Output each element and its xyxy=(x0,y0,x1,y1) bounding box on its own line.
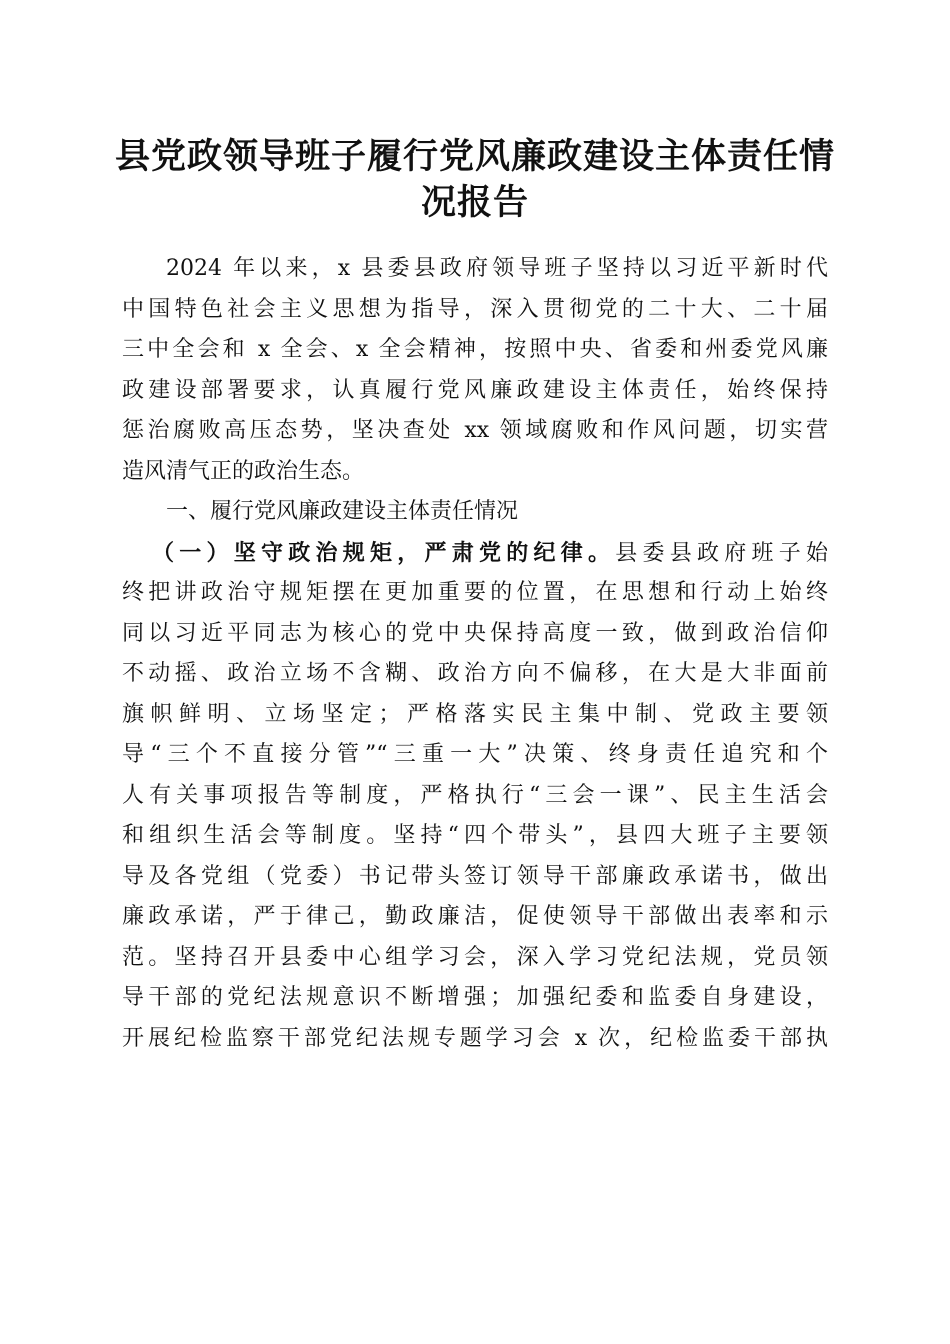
subsection-paragraph-line: 和组织生活会等制度。坚持“四个带头”，县四大班子主要领 xyxy=(122,823,828,848)
subsection-paragraph-line: 人有关事项报告等制度，严格执行“三会一课”、民主生活会 xyxy=(122,782,828,808)
subsection-paragraph-line: 廉政承诺，严于律己，勤政廉洁，促使领导干部做出表率和示 xyxy=(122,904,828,929)
intro-paragraph-line: 2024 年以来，x 县委县政府领导班子坚持以习近平新时代 xyxy=(166,256,828,281)
document-title xyxy=(100,134,850,226)
subsection-paragraph-line: 同以习近平同志为核心的党中央保持高度一致，做到政治信仰 xyxy=(122,620,828,646)
subsection-paragraph-line: 范。坚持召开县委中心组学习会，深入学习党纪法规，党员领 xyxy=(122,944,828,970)
intro-paragraph-line: 造风清气正的政治生态。 xyxy=(122,458,365,484)
title-line: 县党政领导班子履行党风廉政建设主体责任情 xyxy=(114,136,835,177)
subsection-paragraph-line: 不动摇、政治立场不含糊、政治方向不偏移，在大是大非面前 xyxy=(122,661,828,686)
document-body xyxy=(122,249,828,1059)
subsection-paragraph-line: 终把讲政治守规矩摆在更加重要的位置，在思想和行动上始终 xyxy=(122,580,828,605)
subsection-paragraph-line: 旗帜鲜明、立场坚定；严格落实民主集中制、党政主要领 xyxy=(122,701,828,727)
subsection-paragraph-line: 开展纪检监察干部党纪法规专题学习会 x 次，纪检监委干部执 xyxy=(122,1025,828,1051)
subsection-paragraph-line: 导及各党组（党委）书记带头签订领导干部廉政承诺书，做出 xyxy=(122,863,828,889)
subsection-first-line xyxy=(122,533,828,574)
intro-paragraph-line: 政建设部署要求，认真履行党风廉政建设主体责任，始终保持 xyxy=(122,377,828,403)
subsection-lead: （一）坚守政治规矩，严肃党的纪律。 xyxy=(152,539,616,566)
title-line: 况报告 xyxy=(420,182,529,223)
section-heading: 一、履行党风廉政建设主体责任情况 xyxy=(166,499,519,524)
intro-paragraph-line: 惩治腐败高压态势，坚决查处 xx 领域腐败和作风问题，切实营 xyxy=(122,418,828,443)
subsection-paragraph-line: 导干部的党纪法规意识不断增强；加强纪委和监委自身建设， xyxy=(122,985,828,1010)
subsection-paragraph-line: 导“三个不直接分管”“三重一大”决策、终身责任追究和个 xyxy=(122,742,828,767)
intro-paragraph-line: 三中全会和 x 全会、x 全会精神，按照中央、省委和州委党风廉 xyxy=(122,337,828,362)
subsection-first-rest: 县委县政府班子始 xyxy=(615,540,828,566)
intro-paragraph-line: 中国特色社会主义思想为指导，深入贯彻党的二十大、二十届 xyxy=(122,296,828,322)
